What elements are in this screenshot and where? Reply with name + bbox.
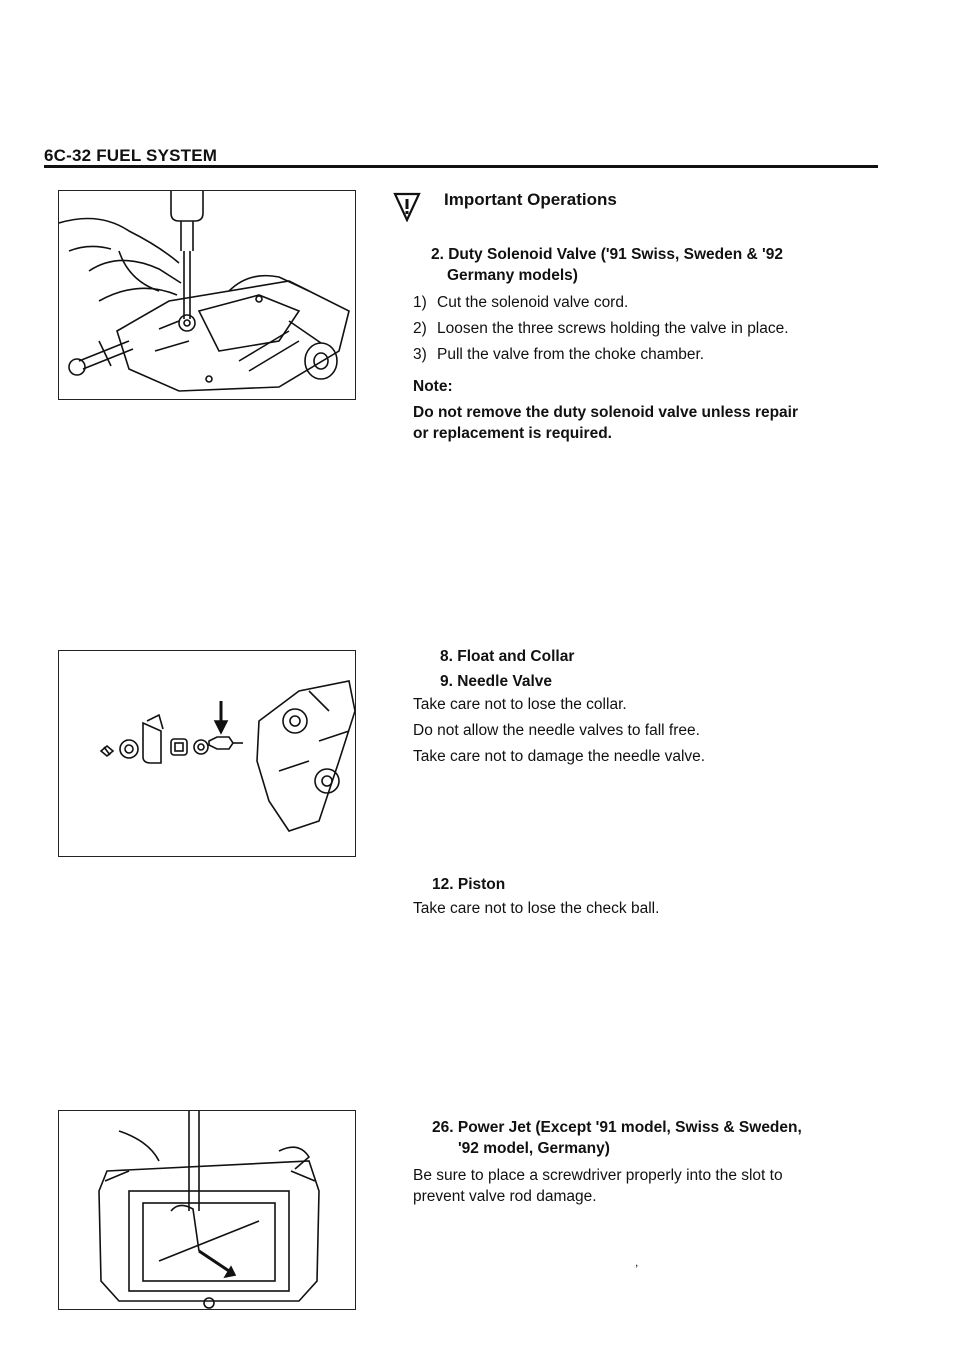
float-line-1: Take care not to lose the collar. <box>413 696 627 713</box>
step-number: 2) <box>413 320 427 337</box>
float-item-8: 8. Float and Collar <box>440 648 575 665</box>
step-text: Cut the solenoid valve cord. <box>437 294 629 311</box>
power-jet-illustration <box>59 1111 355 1309</box>
note-label: Note: <box>413 378 453 395</box>
figure-float-needle-valve <box>58 650 356 857</box>
duty-solenoid-heading-line2: Germany models) <box>447 267 578 284</box>
warning-triangle-icon <box>393 192 421 222</box>
step-number: 3) <box>413 346 427 363</box>
float-line-3: Take care not to damage the needle valve. <box>413 748 706 765</box>
power-jet-heading-line2: '92 model, Germany) <box>458 1140 610 1157</box>
solenoid-removal-illustration <box>59 191 355 399</box>
float-line-2: Do not allow the needle valves to fall free. <box>413 722 700 739</box>
power-jet-heading-line1: 26. Power Jet (Except '91 model, Swiss & Sweden, <box>432 1119 802 1136</box>
note-line2: or replacement is required. <box>413 425 612 442</box>
figure-power-jet <box>58 1110 356 1310</box>
step-number: 1) <box>413 294 427 311</box>
piston-item-12: 12. Piston <box>432 876 506 893</box>
power-jet-body-line2: prevent valve rod damage. <box>413 1188 597 1205</box>
step-text: Loosen the three screws holding the valve in place. <box>437 320 789 337</box>
step-text: Pull the valve from the choke chamber. <box>437 346 705 363</box>
float-item-9: 9. Needle Valve <box>440 673 553 690</box>
piston-line: Take care not to lose the check ball. <box>413 900 660 917</box>
page-header-title: 6C-32 FUEL SYSTEM <box>44 146 218 165</box>
float-assembly-illustration <box>59 651 355 856</box>
duty-solenoid-heading-line1: 2. Duty Solenoid Valve ('91 Swiss, Sweden & '92 <box>431 246 783 263</box>
header-rule <box>44 165 878 168</box>
note-line1: Do not remove the duty solenoid valve unless repair <box>413 404 799 421</box>
power-jet-body-line1: Be sure to place a screwdriver properly into the slot to <box>413 1167 783 1184</box>
figure-duty-solenoid-valve <box>58 190 356 400</box>
important-operations-title: Important Operations <box>444 190 617 209</box>
stray-mark: , <box>635 1255 639 1269</box>
